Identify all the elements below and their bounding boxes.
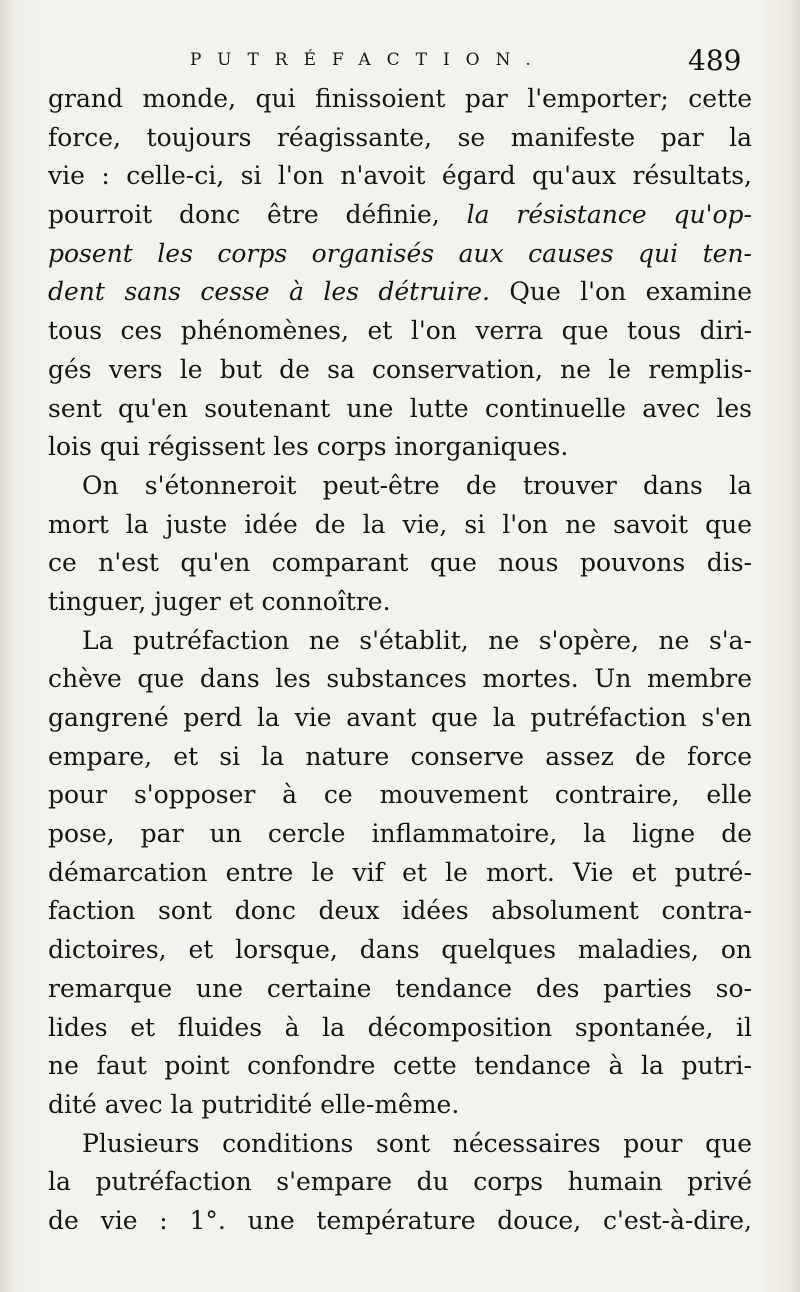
text-line: chève que dans les substances mortes. Un membre (48, 664, 752, 694)
text-line: grand monde, qui finissoient par l'emporter; cette (48, 84, 752, 113)
text-line: sent qu'en soutenant une lutte continuelle avec les (48, 393, 752, 423)
text-line: mort la juste idée de la vie, si l'on ne savoit que (48, 509, 752, 539)
page-number: 489 (688, 44, 742, 77)
text-line: tinguer, juger et connoître. (48, 586, 391, 616)
text-line: vie : celle-ci, si l'on n'avoit égard qu'aux résultats, (48, 161, 752, 191)
italic-run: dent sans cesse à les détruire. (48, 277, 490, 307)
text-line-italic: posent les corps organisés aux causes qui ten- (48, 238, 752, 268)
text-line: de vie : 1°. une température douce, c'est-à-dire, (48, 1205, 752, 1235)
text-run: Que l'on examine (489, 277, 752, 307)
text-body (48, 80, 752, 1241)
text-line: lides et fluides à la décomposition spontanée, il (48, 1012, 752, 1042)
running-title: PUTRÉFACTION. (190, 50, 547, 70)
text-line-mixed (48, 196, 752, 235)
text-line: La putréfaction ne s'établit, ne s'opère, ne s'a- (82, 625, 752, 655)
text-line: démarcation entre le vif et le mort. Vie et putré- (48, 857, 752, 887)
text-line: force, toujours réagissante, se manifeste par la (48, 122, 752, 152)
text-line: faction sont donc deux idées absolument contra- (48, 896, 752, 926)
text-line: dictoires, et lorsque, dans quelques maladies, on (48, 935, 752, 965)
text-line: gangrené perd la vie avant que la putréfaction s'en (48, 703, 752, 732)
text-line: remarque une certaine tendance des parties so- (48, 973, 752, 1003)
italic-run: la résistance qu'op- (466, 200, 752, 230)
text-line: pour s'opposer à ce mouvement contraire, elle (48, 780, 752, 810)
text-line: dité avec la putridité elle-même. (48, 1089, 460, 1119)
text-run: pourroit donc être définie, (48, 200, 467, 230)
text-line: gés vers le but de sa conservation, ne le remplis- (48, 354, 752, 384)
text-line: On s'étonneroit peut-être de trouver dans la (82, 470, 752, 500)
text-line: empare, et si la nature conserve assez de force (48, 741, 752, 771)
text-line: tous ces phénomènes, et l'on verra que tous diri- (48, 316, 752, 346)
text-line: ce n'est qu'en comparant que nous pouvons dis- (48, 548, 752, 578)
running-head (0, 42, 800, 82)
text-line-mixed (48, 273, 752, 312)
text-line: Plusieurs conditions sont nécessaires pour que (82, 1128, 752, 1158)
text-line: ne faut point confondre cette tendance à la putri- (48, 1051, 752, 1081)
text-line: la putréfaction s'empare du corps humain privé (48, 1167, 752, 1197)
text-line: lois qui régissent les corps inorganiques. (48, 432, 569, 462)
text-line: pose, par un cercle inflammatoire, la ligne de (48, 819, 752, 849)
